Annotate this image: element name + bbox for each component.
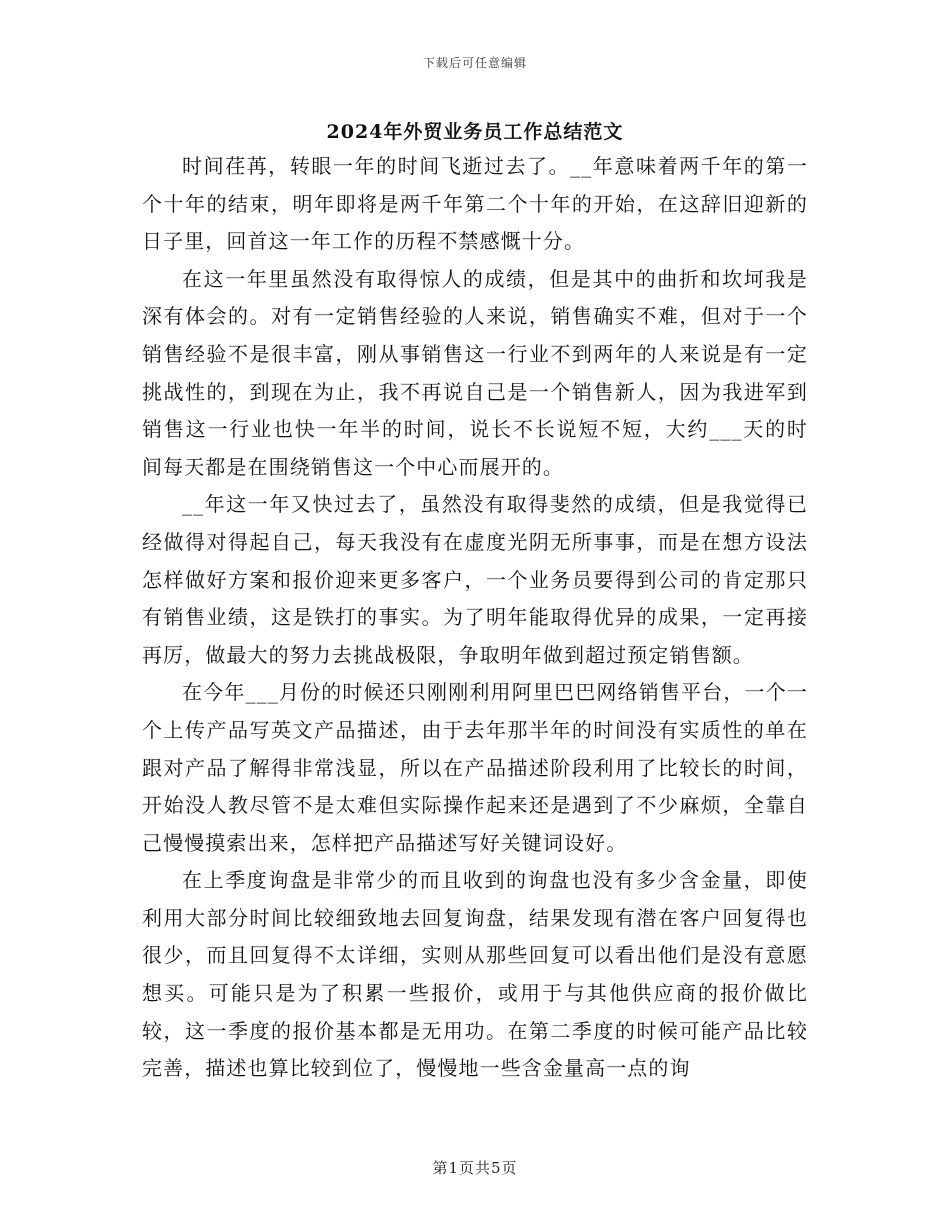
paragraph-2: 在这一年里虽然没有取得惊人的成绩，但是其中的曲折和坎坷我是深有体会的。对有一定销售经验的人来说，销售确实不难，但对于一个销售经验不是很丰富，刚从事销售这一行业不到两年的人来说是有一定挑战性的，到现在为止，我不再说自己是一个销售新人，因为我进军到销售这一行业也快一年半的时间，说长不长说短不短，大约___天的时间每天都是在围绕销售这一个中心而展开的。 bbox=[142, 266, 808, 479]
paragraph-5: 在上季度询盘是非常少的而且收到的询盘也没有多少含金量，即使利用大部分时间比较细致地去回复询盘，结果发现有潜在客户回复得也很少，而且回复得不太详细，实则从那些回复可以看出他们是没有意愿想买。可能只是为了积累一些报价，或用于与其他供应商的报价做比较，这一季度的报价基本都是无用功。在第二季度的时候可能产品比较完善，描述也算比较到位了，慢慢地一些含金量高一点的询 bbox=[142, 868, 808, 1081]
paragraph-3: __年这一年又快过去了，虽然没有取得斐然的成绩，但是我觉得已经做得对得起自己，每天我没有在虚度光阴无所事事，而是在想方设法怎样做好方案和报价迎来更多客户，一个业务员要得到公司的肯定那只有销售业绩，这是铁打的事实。为了明年能取得优异的成果，一定再接再厉，做最大的努力去挑战极限，争取明年做到超过预定销售额。 bbox=[142, 492, 808, 667]
paragraph-1: 时间荏苒，转眼一年的时间飞逝过去了。__年意味着两千年的第一个十年的结束，明年即将是两千年第二个十年的开始，在这辞旧迎新的日子里，回首这一年工作的历程不禁感慨十分。 bbox=[142, 154, 808, 254]
page-footer-number: 第1页共5页 bbox=[432, 1159, 518, 1177]
document-body bbox=[142, 148, 808, 1088]
document-title: 2024年外贸业务员工作总结范文 bbox=[326, 121, 624, 143]
paragraph-4: 在今年___月份的时候还只刚刚利用阿里巴巴网络销售平台，一个一个上传产品写英文产品描述，由于去年那半年的时间没有实质性的单在跟对产品了解得非常浅显，所以在产品描述阶段利用了比较长的时间，开始没人教尽管不是太难但实际操作起来还是遇到了不少麻烦，全靠自己慢慢摸索出来，怎样把产品描述写好关键词设好。 bbox=[142, 680, 808, 855]
page-header-note: 下载后可任意编辑 bbox=[422, 56, 527, 70]
